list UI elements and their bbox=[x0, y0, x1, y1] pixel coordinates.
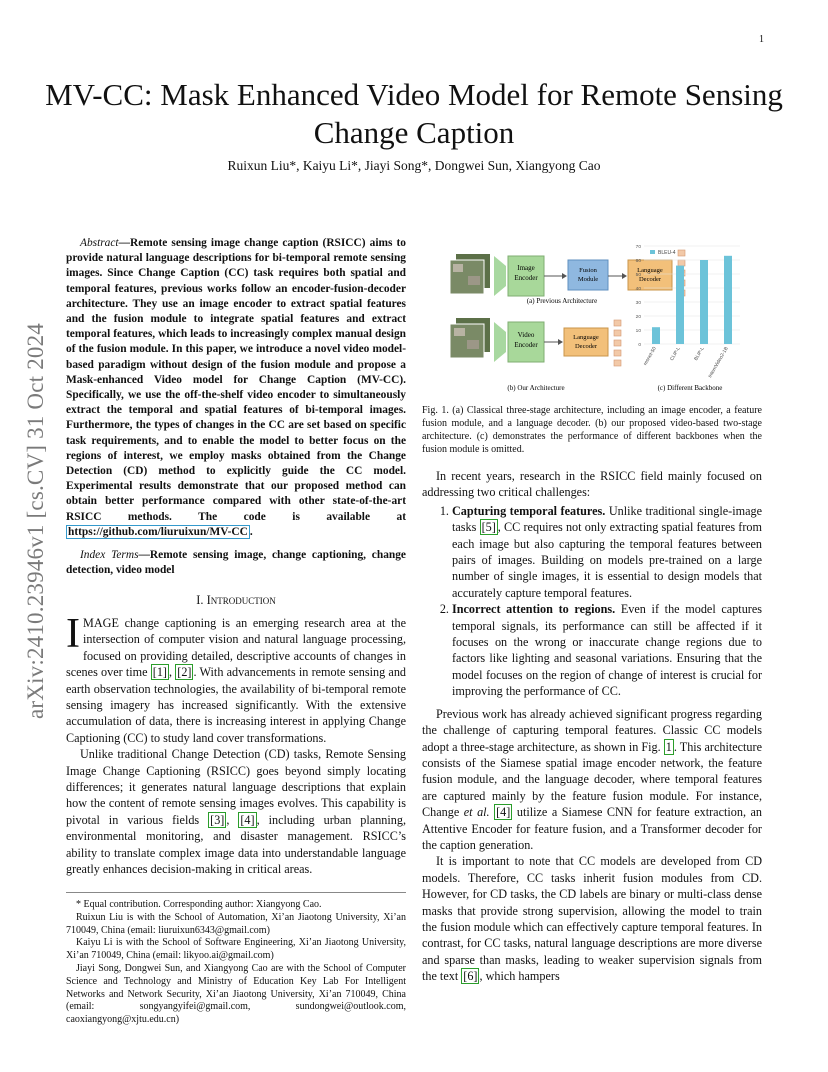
chart-legend-swatch bbox=[650, 250, 655, 254]
right-column bbox=[422, 468, 762, 985]
satellite-images-b bbox=[450, 318, 490, 358]
arrowhead-a2 bbox=[622, 273, 627, 279]
subcaption-c: (c) Different Backbone bbox=[657, 384, 723, 392]
footnotes bbox=[66, 892, 406, 1027]
abstract-end: . bbox=[249, 525, 253, 538]
citation-2[interactable]: [2] bbox=[177, 665, 192, 680]
intro-paragraph-1 bbox=[66, 610, 407, 746]
chart-bar bbox=[676, 266, 684, 344]
fusion-module-box bbox=[568, 260, 608, 290]
citation-4[interactable]: [4] bbox=[240, 812, 255, 827]
challenge-1-text: Unlike traditional single-image tasks bbox=[452, 503, 762, 535]
token-stack-b bbox=[614, 320, 621, 366]
index-terms-text: —Remote sensing image, change captioning, change detection, video model bbox=[66, 549, 406, 577]
page-number: 1 bbox=[759, 34, 764, 45]
rp2-text: Previous work has already achieved significant progress regarding the challenge of capturing temporal features. Classic CC models adopt a three-stage architecture, as shown in Fig. bbox=[422, 706, 762, 754]
fusion-module-label: Fusion Module bbox=[577, 267, 599, 283]
citation-1[interactable]: [1] bbox=[152, 665, 167, 680]
figure-1-caption: Fig. 1. (a) Classical three-stage architecture, including an image encoder, a feature fusion module, and a language decoder. (b) our proposed video-based two-stage architecture. (c) demonstrates the performance of different backbones when the fusion module is omitted. bbox=[422, 405, 762, 455]
intro-p2-text-end: , including urban planning, environmental monitoring, and disaster management. RSICC’s ability to translate complex image data into understandable language greatly enhances decision-making in critical areas. bbox=[66, 812, 407, 876]
author-list: Ruixun Liu*, Kaiyu Li*, Jiayi Song*, Dongwei Sun, Xiangyong Cao bbox=[227, 158, 601, 173]
arrow-shape-a bbox=[494, 256, 506, 296]
footnote-li: Kaiyu Li is with the School of Software Engineering, Xi’an Jiaotong University, Xi’an 710049, China (email: likyoo.ai@gmail.com) bbox=[66, 937, 406, 962]
abstract bbox=[66, 236, 406, 540]
challenge-1-text-end: , CC requires not only extracting spatial features from each image but also capturing the temporal features between pairs of images. Building on models pre-trained on a large number of single images, it is essential to design models that accurately capture temporal features. bbox=[452, 520, 762, 600]
chart-bar bbox=[652, 327, 660, 344]
section-heading-introduction: I. Introduction bbox=[196, 593, 276, 608]
intro-p1-text-end: . With advancements in remote sensing and earth observation technologies, the availability of bi-temporal remote sensing imagery has increased significantly. With the extensive accumulation of data, there is increasing interest in applying Change Captioning (CC) to study land cover transformations. bbox=[66, 665, 407, 745]
intro-p1-text: MAGE change captioning is an emerging research area at the intersection of computer vision and natural language processing, focused on providing detailed, descriptive accounts of changes in scenes over time bbox=[66, 615, 406, 680]
chart-xtick-label: resnet-50 bbox=[643, 346, 658, 367]
code-link[interactable]: https://github.com/liuruixun/MV-CC bbox=[68, 525, 248, 538]
arxiv-stamp bbox=[14, 286, 58, 756]
language-decoder-box-b bbox=[564, 328, 608, 356]
rp3-text: It is important to note that CC models are developed from CD models. Therefore, CC tasks inherit fusion modules from CD. However, for CD tasks, the CD labels are binary or multi-class dense masks that provide strong supervision, allowing the model to train the fusion module which can effectively capture temporal features. In contrast, for CC tasks, natural language descriptions are more diverse and sparse than masks, leading to weaker supervision signals from the text bbox=[422, 854, 762, 984]
chart-ytick-label: 50 bbox=[635, 273, 641, 278]
rp3-text-end: , which hampers bbox=[479, 969, 560, 984]
language-decoder-label-b: Language Decoder bbox=[573, 334, 599, 350]
challenge-2-text: Even if the model captures temporal signals, its performance can still be affected if it focuses on the wrong or inaccurate change regions due to factors like lighting and seasonal variations. Ensuring that the model focuses on the region of change of interest is crucial for improving the performance of CC. bbox=[452, 602, 762, 699]
abstract-text: —Remote sensing image change caption (RSICC) aims to provide natural language descriptions for bi-temporal remote sensing images. Since Change Caption (CC) task requires both spatial and temporal features, previous works follow an encoder-fusion-decoder architecture. They use an image encoder to extract spatial features and the fusion module to integrate spatial features and extract temporal features, which leads to increasingly complex manual design of the fusion module. In this paper, we introduce a novel video model-based paradigm without design of the fusion module and propose a Mask-enhanced Video model for Change Caption (MV-CC). Specifically, we use the off-the-shelf video encoder to simultaneously extract the temporal and spatial features of bi-temporal images. Furthermore, the types of changes in the CC are set based on specific task requirements, and to enable the model to better focus on the regions of interest, we employ masks obtained from the Change Detection (CD) method to explicitly guide the CC model. Experimental results demonstrate that our proposed method can obtain better performance compared with other state-of-the-art RSICC methods. The code is available at bbox=[66, 237, 406, 523]
chart-bar bbox=[700, 260, 708, 344]
chart-legend-label: BLEU-4 bbox=[658, 250, 676, 256]
challenge-item-2 bbox=[452, 601, 762, 699]
index-terms-label: Index Terms bbox=[80, 549, 139, 562]
figure-ref-1[interactable]: 1 bbox=[665, 739, 672, 754]
chart-xtick-label: CLIP-L bbox=[669, 346, 682, 362]
chart-xtick-label: BLIP-L bbox=[694, 346, 706, 362]
index-terms bbox=[66, 548, 406, 578]
figure-1-svg bbox=[422, 236, 762, 396]
chart-ytick-label: 0 bbox=[638, 343, 641, 348]
chart-ytick-label: 20 bbox=[635, 315, 641, 320]
intro-p2-sep: , bbox=[226, 812, 239, 827]
drop-cap: I bbox=[66, 610, 80, 657]
abstract-label: Abstract bbox=[80, 237, 119, 249]
arrow-shape-b bbox=[494, 322, 506, 362]
arxiv-stamp-text: arXiv:2410.23946v1 [cs.CV] 31 Oct 2024 bbox=[23, 323, 48, 719]
citation-3[interactable]: [3] bbox=[210, 812, 225, 827]
arrowhead-b1 bbox=[558, 339, 563, 345]
language-decoder-label: Language Decoder bbox=[637, 267, 663, 283]
chart-bar bbox=[724, 256, 732, 344]
citation-5[interactable]: [5] bbox=[481, 520, 496, 535]
chart-xtick-label: InternVideo2-1B bbox=[708, 346, 730, 379]
right-paragraph-2 bbox=[422, 706, 762, 854]
chart-ytick-label: 10 bbox=[635, 329, 641, 334]
video-encoder-label: Video Encoder bbox=[514, 331, 538, 349]
citation-6[interactable]: [6] bbox=[463, 969, 478, 984]
language-decoder-box bbox=[628, 260, 672, 290]
challenge-1-title: Capturing temporal features. bbox=[452, 503, 606, 518]
intro-paragraph-2 bbox=[66, 746, 406, 877]
chart-ytick-label: 40 bbox=[635, 287, 641, 292]
challenge-2-title: Incorrect attention to regions. bbox=[452, 602, 616, 617]
challenge-list bbox=[422, 503, 762, 700]
rp2-text-end: utilize a Siamese CNN for feature extraction, an Attentive Encoder for feature fusion, and a Transformer decoder for the caption generation. bbox=[422, 805, 763, 852]
chart-ytick-label: 60 bbox=[635, 259, 641, 264]
intro-p2-text: Unlike traditional Change Detection (CD) tasks, Remote Sensing Image Change Captioning (RSICC) goes beyond simply locating differences; it generates natural language descriptions that explain how the content of remote sensing images evolves. This capability is pivotal in various fields bbox=[66, 747, 406, 827]
image-encoder-label: Image Encoder bbox=[514, 264, 538, 282]
footnote-liu: Ruixun Liu is with the School of Automation, Xi’an Jiaotong University, Xi’an 710049, China (email: liuruixun6343@gmail.com) bbox=[66, 911, 406, 936]
satellite-images-a bbox=[450, 254, 490, 294]
challenge-item-1 bbox=[452, 503, 762, 601]
subcaption-b: (b) Our Architecture bbox=[507, 384, 565, 392]
chart-ytick-label: 70 bbox=[635, 245, 641, 250]
intro-p1-sep: , bbox=[169, 665, 176, 680]
footnote-song-sun-cao: Jiayi Song, Dongwei Sun, and Xiangyong Cao are with the School of Computer Science and Technology and Ministry of Education Key Lab For Intelligent Networks and Network Security, Xi’an Jiaotong University, Xi’an 710049, China (email: songyangyifei@gmail.com, sundongwei@outlook.com, caoxiangyong@xjtu.edu.cn) bbox=[66, 962, 406, 1026]
right-paragraph-3 bbox=[422, 853, 762, 984]
chart-ytick-label: 30 bbox=[635, 301, 641, 306]
arrowhead-a1 bbox=[562, 273, 567, 279]
right-paragraph-1: In recent years, research in the RSICC field mainly focused on addressing two critical challenges: bbox=[422, 469, 762, 500]
et-al: et al. bbox=[463, 805, 490, 820]
citation-4b[interactable]: [4] bbox=[496, 805, 511, 820]
left-column bbox=[66, 236, 406, 877]
footnote-equal-contribution: * Equal contribution. Corresponding author: Xiangyong Cao. bbox=[76, 899, 322, 910]
figure-1 bbox=[422, 236, 762, 396]
rp2-text-b: . This architecture consists of the Siamese spatial image encoder network, the feature fusion module, and the language decoder, where temporal features are captured mainly by the feature fusion module. For instance, Change bbox=[422, 739, 762, 820]
paper-title: MV-CC: Mask Enhanced Video Model for Remote Sensing Change Caption bbox=[45, 77, 783, 150]
subcaption-a: (a) Previous Architecture bbox=[526, 297, 598, 305]
